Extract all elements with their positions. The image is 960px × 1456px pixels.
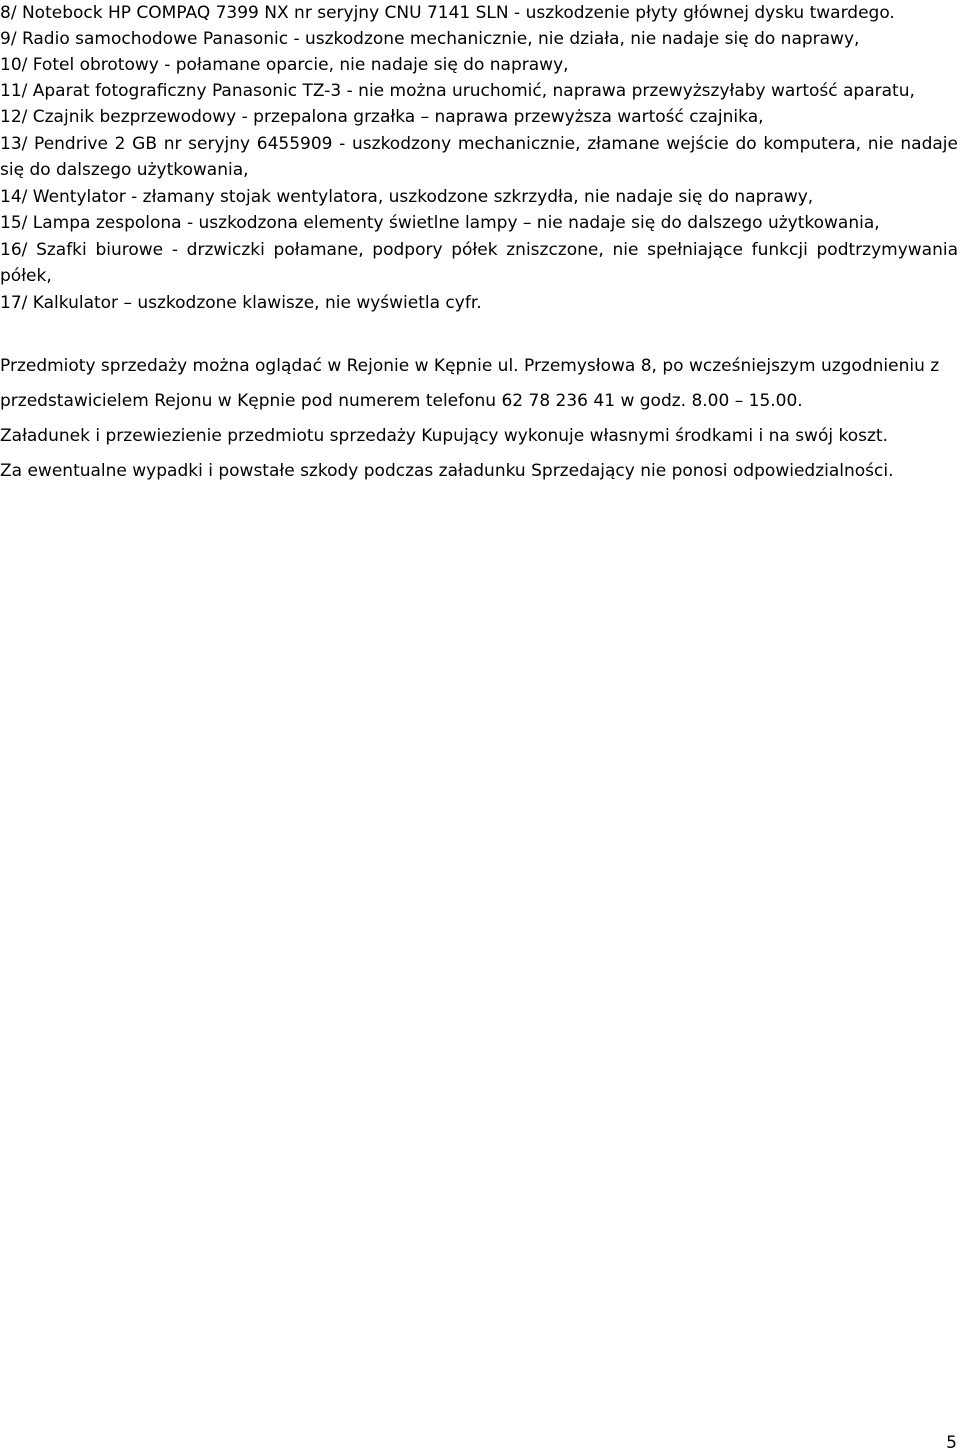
sale-notes xyxy=(0,349,958,489)
list-item-14: 14/ Wentylator - złamany stojak wentylatora, uszkodzone szkrzydła, nie nadaje się do naprawy, xyxy=(0,186,814,207)
list-item-8: 8/ Notebock HP COMPAQ 7399 NX nr seryjny CNU 7141 SLN - uszkodzenie płyty głównej dysku twardego. xyxy=(0,3,895,23)
liability-note: Za ewentualne wypadki i powstałe szkody podczas załadunku Sprzedający nie ponosi odpowiedzialności. xyxy=(0,461,894,481)
list-item-17: 17/ Kalkulator – uszkodzone klawisze, nie wyświetla cyfr. xyxy=(0,292,482,313)
list-item-15: 15/ Lampa zespolona - uszkodzona elementy świetlne lampy – nie nadaje się do dalszego użytkowania, xyxy=(0,213,880,233)
viewing-note: Przedmioty sprzedaży można oglądać w Rejonie w Kępnie ul. Przemysłowa 8, po wcześniejszym uzgodnieniu z przedstawicielem Rejonu w Kępnie pod numerem telefonu 62 78 236 41 w godz. 8.00 – 15.00. xyxy=(0,356,940,411)
list-item-9: 9/ Radio samochodowe Panasonic - uszkodzone mechanicznie, nie działa, nie nadaje się do naprawy, xyxy=(0,29,860,49)
loading-note: Załadunek i przewiezienie przedmiotu sprzedaży Kupujący wykonuje własnymi środkami i na swój koszt. xyxy=(0,426,888,446)
list-item-10: 10/ Fotel obrotowy - połamane oparcie, nie nadaje się do naprawy, xyxy=(0,55,569,75)
item-list xyxy=(0,0,958,316)
list-item-12: 12/ Czajnik bezprzewodowy - przepalona grzałka – naprawa przewyższa wartość czajnika, xyxy=(0,107,764,127)
list-item-16: 16/ Szafki biurowe - drzwiczki połamane, podpory półek zniszczone, nie spełniające funkcji podtrzymywania półek, xyxy=(0,239,958,286)
document-page xyxy=(0,0,958,489)
page-number: 5 xyxy=(946,1433,957,1453)
list-item-11: 11/ Aparat fotograficzny Panasonic TZ-3 - nie można uruchomić, naprawa przewyższyłaby wartość aparatu, xyxy=(0,81,915,101)
list-item-13: 13/ Pendrive 2 GB nr seryjny 6455909 - uszkodzony mechanicznie, złamane wejście do komputera, nie nadaje się do dalszego użytkowania, xyxy=(0,133,958,180)
